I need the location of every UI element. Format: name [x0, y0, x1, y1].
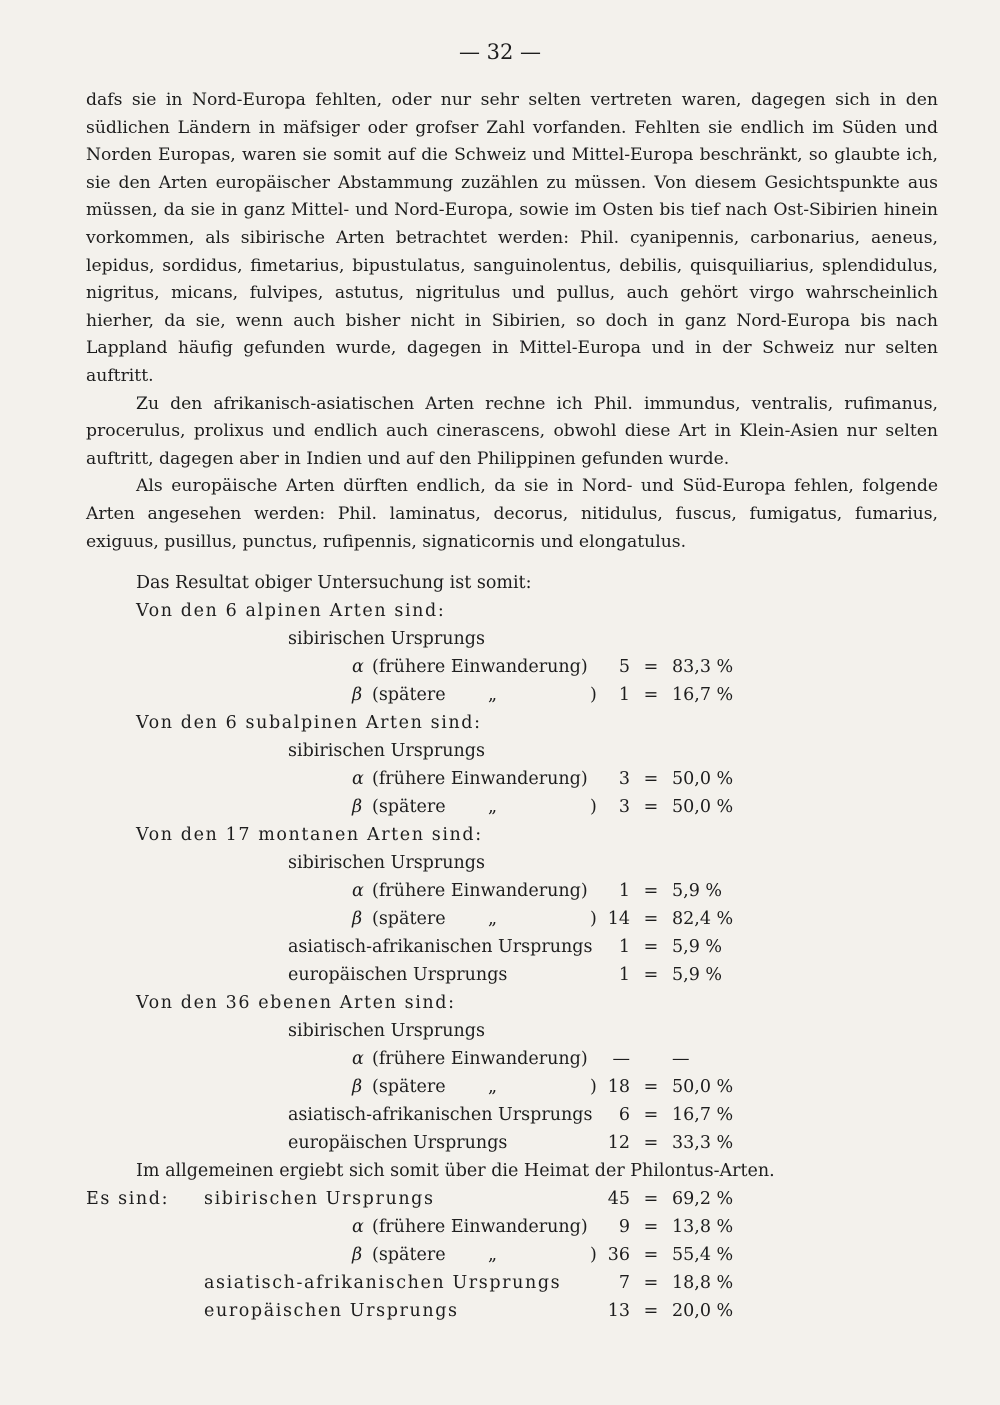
percent-value: 69,2 %	[672, 1189, 734, 1209]
ditto-mark: „	[488, 1245, 498, 1265]
greek-letter: α	[352, 881, 364, 901]
equals-sign: =	[643, 909, 659, 929]
greek-letter: α	[352, 769, 364, 789]
total-row	[0, 1186, 1000, 1212]
closing-paren: )	[590, 1245, 597, 1265]
row-label: (frühere Einwanderung)	[372, 657, 588, 677]
total-row	[0, 1214, 1000, 1240]
equals-sign: =	[643, 769, 659, 789]
percent-value: 13,8 %	[672, 1217, 734, 1237]
percent-value: 33,3 %	[672, 1133, 734, 1153]
row-label: sibirischen Ursprungs	[288, 629, 485, 649]
count-value: 1	[618, 685, 630, 705]
summary-row	[0, 766, 1000, 792]
row-label: (frühere Einwanderung)	[372, 1049, 588, 1069]
summary-row	[0, 850, 1000, 876]
summary-intro	[0, 570, 1000, 596]
summary-row	[0, 738, 1000, 764]
percent-value: 50,0 %	[672, 1077, 734, 1097]
summary-row	[0, 794, 1000, 820]
percent-value: 55,4 %	[672, 1245, 734, 1265]
summary-row	[0, 626, 1000, 652]
summary-row	[0, 682, 1000, 708]
group-heading-text: Von den 17 montanen Arten sind:	[136, 825, 483, 845]
row-label: sibirischen Ursprungs	[288, 1021, 485, 1041]
greek-letter: α	[352, 1049, 364, 1069]
percent-value: 5,9 %	[672, 937, 723, 957]
count-value: 45	[607, 1189, 630, 1209]
count-value: 6	[618, 1105, 630, 1125]
summary-row	[0, 1102, 1000, 1128]
row-label: (frühere Einwanderung)	[372, 769, 588, 789]
group-heading-text: Von den 6 subalpinen Arten sind:	[136, 713, 482, 733]
count-value: —	[612, 1049, 630, 1069]
closing-paren: )	[590, 909, 597, 929]
conclusion	[0, 1158, 1000, 1184]
percent-value: 50,0 %	[672, 769, 734, 789]
paragraph: Zu den afrikanisch-asiatischen Arten rechne ich Phil. immundus, ventralis, rufimanus, procerulus, prolixus und endlich auch cinerascens, obwohl diese Art in Klein-Asien nur selten auftritt, dagegen aber in Indien und auf den Philippinen gefunden wurde.	[86, 393, 938, 469]
summary-row	[0, 1130, 1000, 1156]
total-row	[0, 1242, 1000, 1268]
row-label: sibirischen Ursprungs	[204, 1189, 435, 1209]
ditto-mark: „	[488, 685, 498, 705]
equals-sign: =	[643, 657, 659, 677]
row-label: (spätere	[372, 797, 446, 817]
ditto-mark: „	[488, 1077, 498, 1097]
closing-paren: )	[590, 1077, 597, 1097]
total-prefix: Es sind:	[86, 1189, 170, 1209]
summary-row	[0, 962, 1000, 988]
conclusion-text: Im allgemeinen ergiebt sich somit über die Heimat der Philontus-Arten.	[136, 1161, 775, 1181]
summary-row	[0, 1046, 1000, 1072]
row-label: asiatisch-afrikanischen Ursprungs	[288, 1105, 593, 1125]
equals-sign: =	[643, 1301, 659, 1321]
greek-letter: α	[352, 1217, 364, 1237]
percent-value: 50,0 %	[672, 797, 734, 817]
summary-intro-text: Das Resultat obiger Untersuchung ist somit:	[136, 573, 532, 593]
group-heading	[0, 822, 1000, 848]
greek-letter: β	[352, 1245, 363, 1265]
greek-letter: β	[352, 797, 363, 817]
row-label: asiatisch-afrikanischen Ursprungs	[288, 937, 593, 957]
equals-sign: =	[643, 937, 659, 957]
row-label: (spätere	[372, 685, 446, 705]
row-label: (spätere	[372, 1077, 446, 1097]
greek-letter: α	[352, 657, 364, 677]
count-value: 3	[618, 769, 630, 789]
page-number: — 32 —	[458, 40, 542, 64]
ditto-mark: „	[488, 909, 498, 929]
row-label: europäischen Ursprungs	[288, 1133, 508, 1153]
row-label: (frühere Einwanderung)	[372, 881, 588, 901]
equals-sign: =	[643, 1133, 659, 1153]
equals-sign: =	[643, 1245, 659, 1265]
closing-paren: )	[590, 685, 597, 705]
summary-row	[0, 934, 1000, 960]
percent-value: 16,7 %	[672, 1105, 734, 1125]
equals-sign: =	[643, 1189, 659, 1209]
group-heading	[0, 990, 1000, 1016]
ditto-mark: „	[488, 797, 498, 817]
count-value: 13	[607, 1301, 630, 1321]
summary-row	[0, 1018, 1000, 1044]
group-heading-text: Von den 6 alpinen Arten sind:	[136, 601, 446, 621]
group-heading	[0, 710, 1000, 736]
count-value: 5	[618, 657, 630, 677]
percent-value: 16,7 %	[672, 685, 734, 705]
greek-letter: β	[352, 909, 363, 929]
group-heading-text: Von den 36 ebenen Arten sind:	[136, 993, 456, 1013]
row-label: (spätere	[372, 909, 446, 929]
closing-paren: )	[590, 797, 597, 817]
row-label: europäischen Ursprungs	[204, 1301, 459, 1321]
count-value: 14	[607, 909, 630, 929]
count-value: 7	[618, 1273, 630, 1293]
summary-row	[0, 878, 1000, 904]
paragraph: Als europäische Arten dürften endlich, da sie in Nord- und Süd-Europa fehlen, folgende Arten angesehen werden: Phil. laminatus, decorus, nitidulus, fuscus, fumigatus, fumarius, exiguus, pusillus, punctus, rufipennis, signaticornis und elongatulus.	[86, 476, 938, 552]
equals-sign: =	[643, 1105, 659, 1125]
percent-value: 5,9 %	[672, 881, 723, 901]
percent-value: 18,8 %	[672, 1273, 734, 1293]
count-value: 3	[618, 797, 630, 817]
row-label: sibirischen Ursprungs	[288, 853, 485, 873]
percent-value: 20,0 %	[672, 1301, 734, 1321]
row-label: asiatisch-afrikanischen Ursprungs	[204, 1273, 562, 1293]
equals-sign: =	[643, 1077, 659, 1097]
row-label: (frühere Einwanderung)	[372, 1217, 588, 1237]
summary-row	[0, 1074, 1000, 1100]
row-label: (spätere	[372, 1245, 446, 1265]
percent-value: 82,4 %	[672, 909, 734, 929]
equals-sign: =	[643, 965, 659, 985]
equals-sign: =	[643, 1273, 659, 1293]
equals-sign: =	[643, 1217, 659, 1237]
summary-row	[0, 654, 1000, 680]
count-value: 18	[607, 1077, 630, 1097]
total-row	[0, 1270, 1000, 1296]
count-value: 9	[618, 1217, 630, 1237]
count-value: 12	[607, 1133, 630, 1153]
summary-row	[0, 906, 1000, 932]
group-heading	[0, 598, 1000, 624]
count-value: 1	[618, 965, 630, 985]
greek-letter: β	[352, 685, 363, 705]
percent-value: 5,9 %	[672, 965, 723, 985]
equals-sign: =	[643, 797, 659, 817]
row-label: sibirischen Ursprungs	[288, 741, 485, 761]
greek-letter: β	[352, 1077, 363, 1097]
percent-value: 83,3 %	[672, 657, 734, 677]
paragraph: dafs sie in Nord-Europa fehlten, oder nur sehr selten vertreten waren, dagegen sich in den südlichen Ländern in mäfsiger oder grofser Zahl vorfanden. Fehlten sie endlich im Süden und Norden Europas, waren sie somit auf die Schweiz und Mittel-Europa beschränkt, so glaubte ich, sie den Arten europäischer Abstammung zuzählen zu müssen. Von diesem Gesichtspunkte aus müssen, da sie in ganz Mittel- und Nord-Europa, sowie im Osten bis tief nach Ost-Sibirien hinein vorkommen, als sibirische Arten betrachtet werden: Phil. cyanipennis, carbonarius, aeneus, lepidus, sordidus, fimetarius, bipustulatus, sanguinolentus, debilis, quisquiliarius, splendidulus, nigritus, micans, fulvipes, astutus, nigritulus und pullus, auch gehört virgo wahrscheinlich hierher, da sie, wenn auch bisher nicht in Sibirien, so doch in ganz Nord-Europa bis nach Lappland häufig gefunden wurde, dagegen in Mittel-Europa und in der Schweiz nur selten auftritt.	[86, 90, 938, 386]
equals-sign: =	[643, 685, 659, 705]
percent-value: —	[672, 1049, 690, 1069]
count-value: 1	[618, 937, 630, 957]
total-row	[0, 1298, 1000, 1324]
count-value: 1	[618, 881, 630, 901]
equals-sign: =	[643, 881, 659, 901]
row-label: europäischen Ursprungs	[288, 965, 508, 985]
count-value: 36	[607, 1245, 630, 1265]
